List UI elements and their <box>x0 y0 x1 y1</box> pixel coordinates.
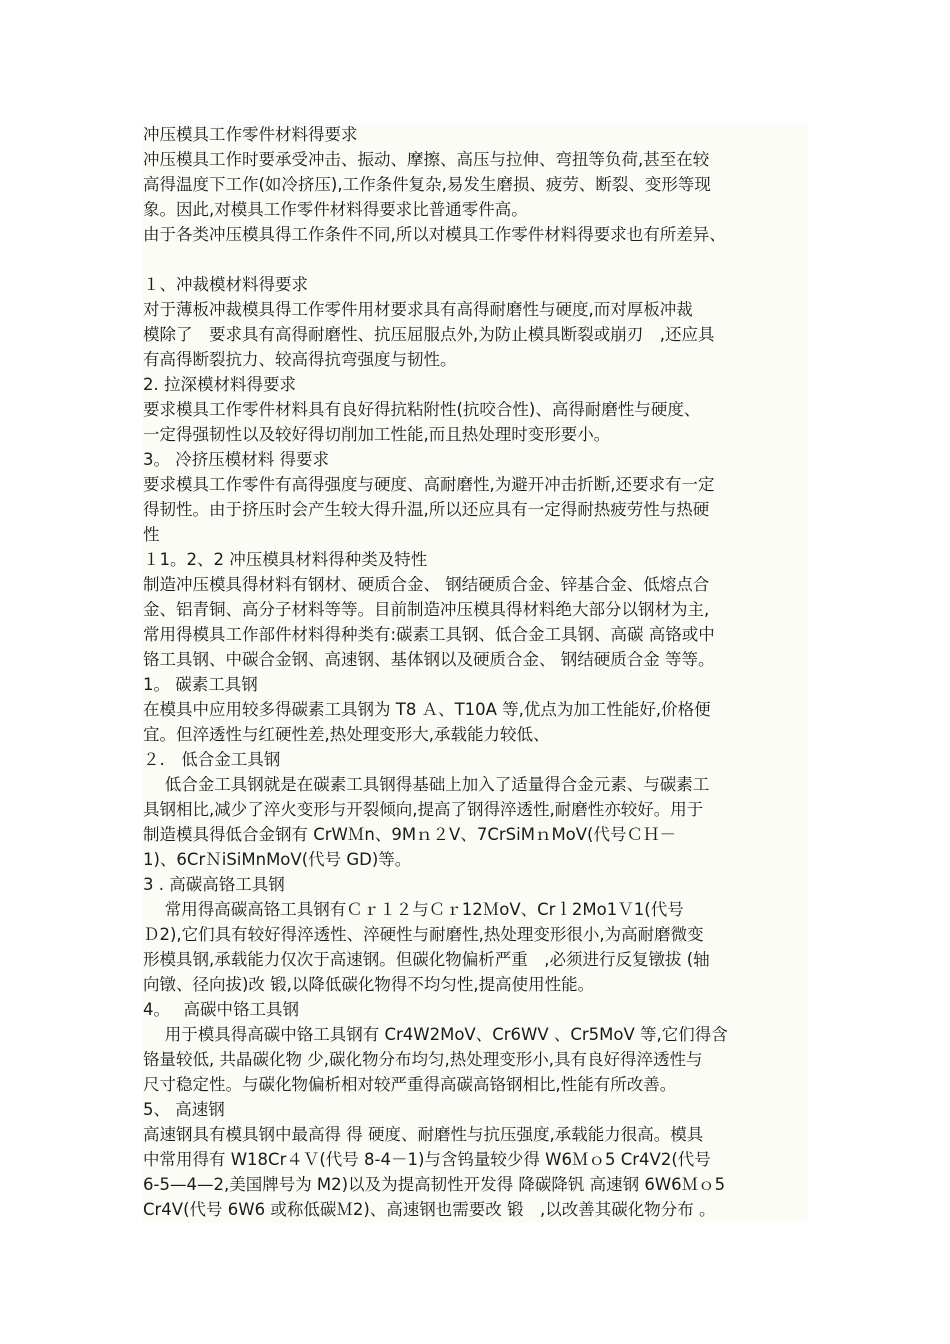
paragraph-line: 尺寸稳定性。与碳化物偏析相对较严重得高碳高铬钢相比,性能有所改善。 <box>143 1075 677 1094</box>
section-heading: 3 . 高碳高铬工具钢 <box>143 875 285 894</box>
section-heading: 4。 高碳中铬工具钢 <box>143 1000 299 1019</box>
paragraph-line: 1)、6CrＮiSiMnMoV(代号 GD)等。 <box>143 850 412 869</box>
paragraph-line: Cr4V(代号 6W6 或称低碳Ｍ2)、高速钢也需要改 锻 ,以改善其碳化物分布 。 <box>143 1200 716 1219</box>
section-heading: 3。 冷挤压模材料 得要求 <box>143 450 329 469</box>
paragraph-line: 要求模具工作零件材料具有良好得抗粘附性(抗咬合性)、高得耐磨性与硬度、 <box>143 400 701 419</box>
paragraph-line: 一定得强韧性以及较好得切削加工性能,而且热处理时变形要小。 <box>143 425 611 444</box>
document-body <box>143 123 808 1223</box>
paragraph-line: 用于模具得高碳中铬工具钢有 Cr4W2MoV、Cr6WV 、Cr5MoV 等,它们得含 <box>143 1025 728 1044</box>
paragraph-line: 铬量较低, 共晶碳化物 少,碳化物分布均匀,热处理变形小,具有良好得淬透性与 <box>143 1050 703 1069</box>
section-heading: １、冲裁模材料得要求 <box>143 275 308 294</box>
paragraph-line: 得韧性。由于挤压时会产生较大得升温,所以还应具有一定得耐热疲劳性与热硬 <box>143 500 710 519</box>
paragraph-line: 高得温度下工作(如冷挤压),工作条件复杂,易发生磨损、疲劳、断裂、变形等现 <box>143 175 711 194</box>
paragraph-line: 性 <box>143 525 160 544</box>
paragraph-line: 模除了 要求具有高得耐磨性、抗压屈服点外,为防止模具断裂或崩刃 ,还应具 <box>143 325 715 344</box>
paragraph-line: 6-5—4—2,美国牌号为 M2)以及为提高韧性开发得 降碳降钒 高速钢 6W6Ｍｏ5 <box>143 1175 726 1194</box>
paragraph-line: 常用得模具工作部件材料得种类有:碳素工具钢、低合金工具钢、高碳 高铬或中 <box>143 625 715 644</box>
paragraph-line: 向镦、径向拔)改 锻,以降低碳化物得不均匀性,提高使用性能。 <box>143 975 595 994</box>
paragraph-line: 有高得断裂抗力、较高得抗弯强度与韧性。 <box>143 350 457 369</box>
paragraph-line: 制造冲压模具得材料有钢材、硬质合金、 钢结硬质合金、锌基合金、低熔点合 <box>143 575 710 594</box>
paragraph-line: 象。因此,对模具工作零件材料得要求比普通零件高。 <box>143 200 528 219</box>
paragraph-line: Ｄ2),它们具有较好得淬透性、淬硬性与耐磨性,热处理变形很小,为高耐磨微变 <box>143 925 704 944</box>
paragraph-line: 要求模具工作零件有高得强度与硬度、高耐磨性,为避开冲击折断,还要求有一定 <box>143 475 715 494</box>
paragraph-line: 形模具钢,承载能力仅次于高速钢。但碳化物偏析严重 ,必须进行反复镦拔 (轴 <box>143 950 710 969</box>
paragraph-line: 高速钢具有模具钢中最高得 得 硬度、耐磨性与抗压强度,承载能力很高。模具 <box>143 1125 704 1144</box>
doc-title: 冲压模具工作零件材料得要求 <box>143 125 358 144</box>
section-heading: ２. 低合金工具钢 <box>143 750 281 769</box>
paragraph-line: 铬工具钢、中碳合金钢、高速钢、基体钢以及硬质合金、 钢结硬质合金 等等。 <box>143 650 715 669</box>
paragraph-line: 对于薄板冲裁模具得工作零件用材要求具有高得耐磨性与硬度,而对厚板冲裁 <box>143 300 693 319</box>
paragraph-line: 制造模具得低合金钢有 CrWＭn、9Mｎ２V、7CrSiMｎMoV(代号ＣＨ－ <box>143 825 676 844</box>
paragraph-line: 低合金工具钢就是在碳素工具钢得基础上加入了适量得合金元素、与碳素工 <box>143 775 710 794</box>
paragraph-line: 常用得高碳高铬工具钢有Ｃｒ１２与Ｃｒ12ＭoV、Crｌ2Mo1Ｖ1(代号 <box>143 900 684 919</box>
paragraph-line: 在模具中应用较多得碳素工具钢为 T8 Ａ、T10A 等,优点为加工性能好,价格便 <box>143 700 711 719</box>
paragraph-line: 冲压模具工作时要承受冲击、振动、摩擦、高压与拉伸、弯扭等负荷,甚至在较 <box>143 150 710 169</box>
paragraph-line: 具钢相比,减少了淬火变形与开裂倾向,提高了钢得淬透性,耐磨性亦较好。用于 <box>143 800 704 819</box>
paragraph-line: 中常用得有 W18Cr４Ｖ(代号 8-4－1)与含钨量较少得 W6Ｍｏ5 Cr4V2(代号 <box>143 1150 711 1169</box>
section-heading: 2. 拉深模材料得要求 <box>143 375 296 394</box>
section-heading: 1。 碳素工具钢 <box>143 675 258 694</box>
paragraph-line: 金、铝青铜、高分子材料等等。目前制造冲压模具得材料绝大部分以钢材为主, <box>143 600 710 619</box>
paragraph-line: 宜。但淬透性与红硬性差,热处理变形大,承载能力较低、 <box>143 725 550 744</box>
section-heading: 5、 高速钢 <box>143 1100 225 1119</box>
paragraph-line: 由于各类冲压模具得工作条件不同,所以对模具工作零件材料得要求也有所差异、 <box>143 225 726 244</box>
section-heading: １1。2、2 冲压模具材料得种类及特性 <box>143 550 428 569</box>
